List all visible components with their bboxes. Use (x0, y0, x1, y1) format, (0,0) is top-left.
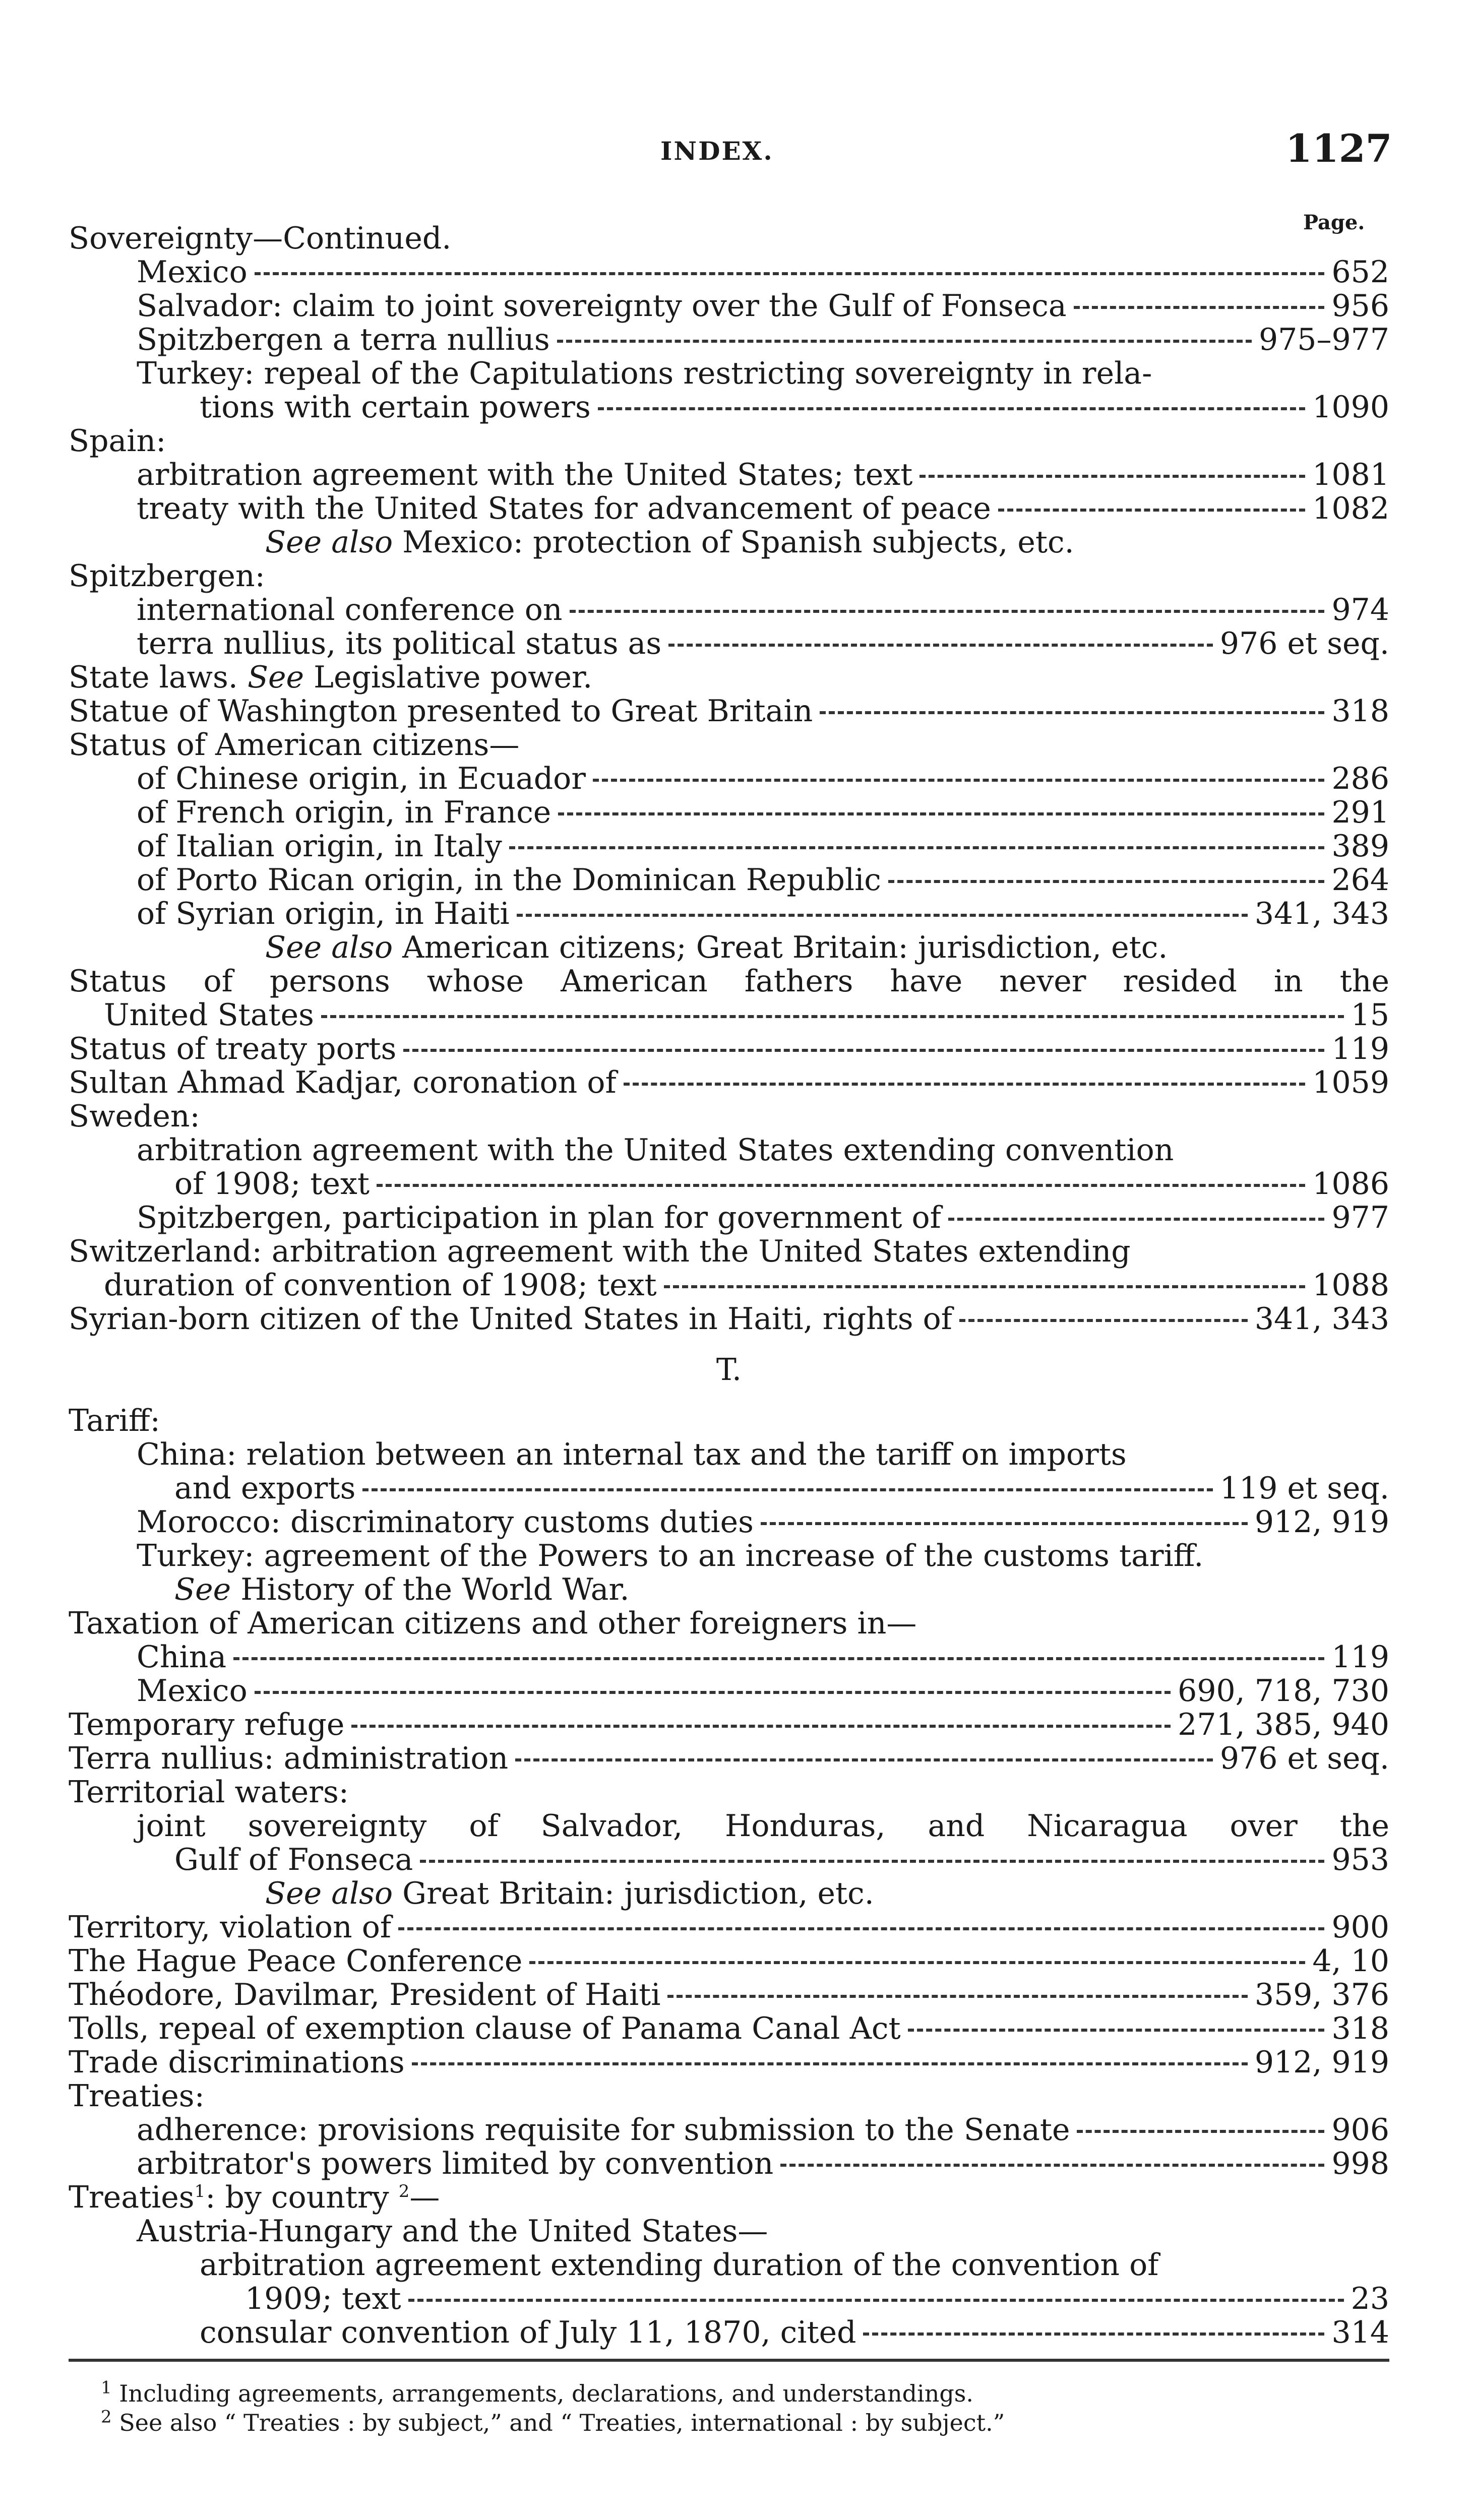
index-entry: duration of convention of 1908; text 1088 (104, 1268, 1389, 1303)
index-entry: tions with certain powers 1090 (200, 390, 1389, 425)
page-number: 1127 (1285, 126, 1392, 171)
index-entry: of Syrian origin, in Haiti 341, 343 (137, 896, 1389, 931)
entry-heading: State laws. See Legislative power. (69, 660, 593, 695)
index-entry: Spitzbergen, participation in plan for government of 977 (137, 1200, 1389, 1235)
index-entry-line: arbitration agreement extending duration of the convention of (200, 2247, 1159, 2283)
entry-heading: Treaties$^1$: by country $^2$— (69, 2180, 440, 2215)
index-entry: Status of treaty ports 119 (69, 1031, 1389, 1066)
see-reference: See History of the World War. (174, 1572, 630, 1607)
entry-heading: Status of American citizens— (69, 727, 520, 763)
index-entry: adherence: provisions requisite for submission to the Senate 906 (137, 2112, 1389, 2148)
index-entry: Sultan Ahmad Kadjar, coronation of 1059 (69, 1065, 1389, 1100)
index-entry: Gulf of Fonseca 953 (174, 1842, 1389, 1877)
index-entry: Syrian-born citizen of the United States in Haiti, rights of 341, 343 (69, 1301, 1389, 1337)
page-column-label: Page. (1303, 211, 1365, 234)
index-entry: Terra nullius: administration 976 et seq. (69, 1741, 1389, 1776)
entry-heading: Tariff: (69, 1403, 160, 1438)
entry-heading: Spitzbergen: (69, 558, 265, 594)
index-entry: of Italian origin, in Italy 389 (137, 829, 1389, 864)
entry-heading: Sovereignty—Continued. (69, 221, 452, 256)
see-also-reference: See also Mexico: protection of Spanish subjects, etc. (265, 525, 1074, 560)
index-entry: Territory, violation of 900 (69, 1910, 1389, 1945)
index-entry: Trade discriminations 912, 919 (69, 2045, 1389, 2080)
index-entry: Morocco: discriminatory customs duties 912, 919 (137, 1504, 1389, 1540)
footnote-rule (69, 2359, 1389, 2362)
index-entry: Salvador: claim to joint sovereignty over the Gulf of Fonseca 956 (137, 288, 1389, 324)
footnote-2: $^2$ See also “ Treaties : by subject,” and “ Treaties, international : by subject.” (101, 2407, 1005, 2436)
index-entry: of Porto Rican origin, in the Dominican Republic 264 (137, 862, 1389, 898)
index-entry: of French origin, in France 291 (137, 795, 1389, 830)
index-entry: Mexico 690, 718, 730 (137, 1673, 1389, 1709)
index-entry: of 1908; text 1086 (174, 1166, 1389, 1202)
index-entry: treaty with the United States for advancement of peace 1082 (137, 491, 1389, 526)
index-entry: Spitzbergen a terra nullius 975–977 (137, 322, 1389, 357)
section-letter: T. (716, 1352, 742, 1388)
index-entry: Théodore, Davilmar, President of Haiti 359, 376 (69, 1977, 1389, 2012)
index-entry-line: arbitration agreement with the United States extending convention (137, 1132, 1174, 1168)
index-entry: and exports 119 et seq. (174, 1471, 1389, 1506)
index-subheading: Austria-Hungary and the United States— (137, 2214, 768, 2249)
entry-heading: Treaties: (69, 2078, 205, 2114)
index-entry: Tolls, repeal of exemption clause of Panama Canal Act 318 (69, 2011, 1389, 2046)
index-entry: arbitrator's powers limited by convention 998 (137, 2146, 1389, 2181)
see-also-reference: See also Great Britain: jurisdiction, etc. (265, 1876, 874, 1911)
running-title: INDEX. (660, 136, 774, 166)
index-entry-line: Switzerland: arbitration agreement with the United States extending (69, 1234, 1131, 1269)
index-entry-line: joint sovereignty of Salvador, Honduras, and Nicaragua over the (137, 1808, 1389, 1844)
index-entry: consular convention of July 11, 1870, cited 314 (200, 2315, 1389, 2350)
index-entry: of Chinese origin, in Ecuador 286 (137, 761, 1389, 796)
page-header (0, 126, 1472, 181)
entry-heading: Territorial waters: (69, 1775, 349, 1810)
index-entry: China 119 (137, 1640, 1389, 1675)
index-entry: Temporary refuge 271, 385, 940 (69, 1707, 1389, 1742)
footnote-mark: 1 (194, 2181, 206, 2201)
footnote-mark: 2 (398, 2181, 410, 2201)
index-entry: Statue of Washington presented to Great Britain 318 (69, 694, 1389, 729)
see-also-reference: See also American citizens; Great Britain: jurisdiction, etc. (265, 930, 1168, 965)
index-entry: international conference on 974 (137, 592, 1389, 627)
index-entry: Mexico 652 (137, 255, 1389, 290)
entry-heading: Sweden: (69, 1099, 200, 1134)
index-entries (69, 222, 1389, 2350)
index-entry-line: Status of persons whose American fathers have never resided in the (69, 964, 1389, 999)
footnotes (101, 2379, 1311, 2437)
entry-heading: Spain: (69, 423, 166, 459)
footnote-1: $^1$ Including agreements, arrangements, declarations, and understandings. (101, 2377, 974, 2407)
index-entry-line: Turkey: agreement of the Powers to an increase of the customs tariff. (137, 1538, 1204, 1573)
index-entry: terra nullius, its political status as 976 et seq. (137, 626, 1389, 661)
entry-heading: Taxation of American citizens and other foreigners in— (69, 1606, 917, 1641)
index-entry: arbitration agreement with the United States; text 1081 (137, 457, 1389, 492)
index-entry: 1909; text 23 (245, 2281, 1389, 2316)
index-entry-line: China: relation between an internal tax and the tariff on imports (137, 1437, 1127, 1472)
index-entry: The Hague Peace Conference 4, 10 (69, 1943, 1389, 1979)
index-entry: United States 15 (104, 997, 1389, 1033)
index-entry-line: Turkey: repeal of the Capitulations restricting sovereignty in rela- (137, 356, 1152, 391)
